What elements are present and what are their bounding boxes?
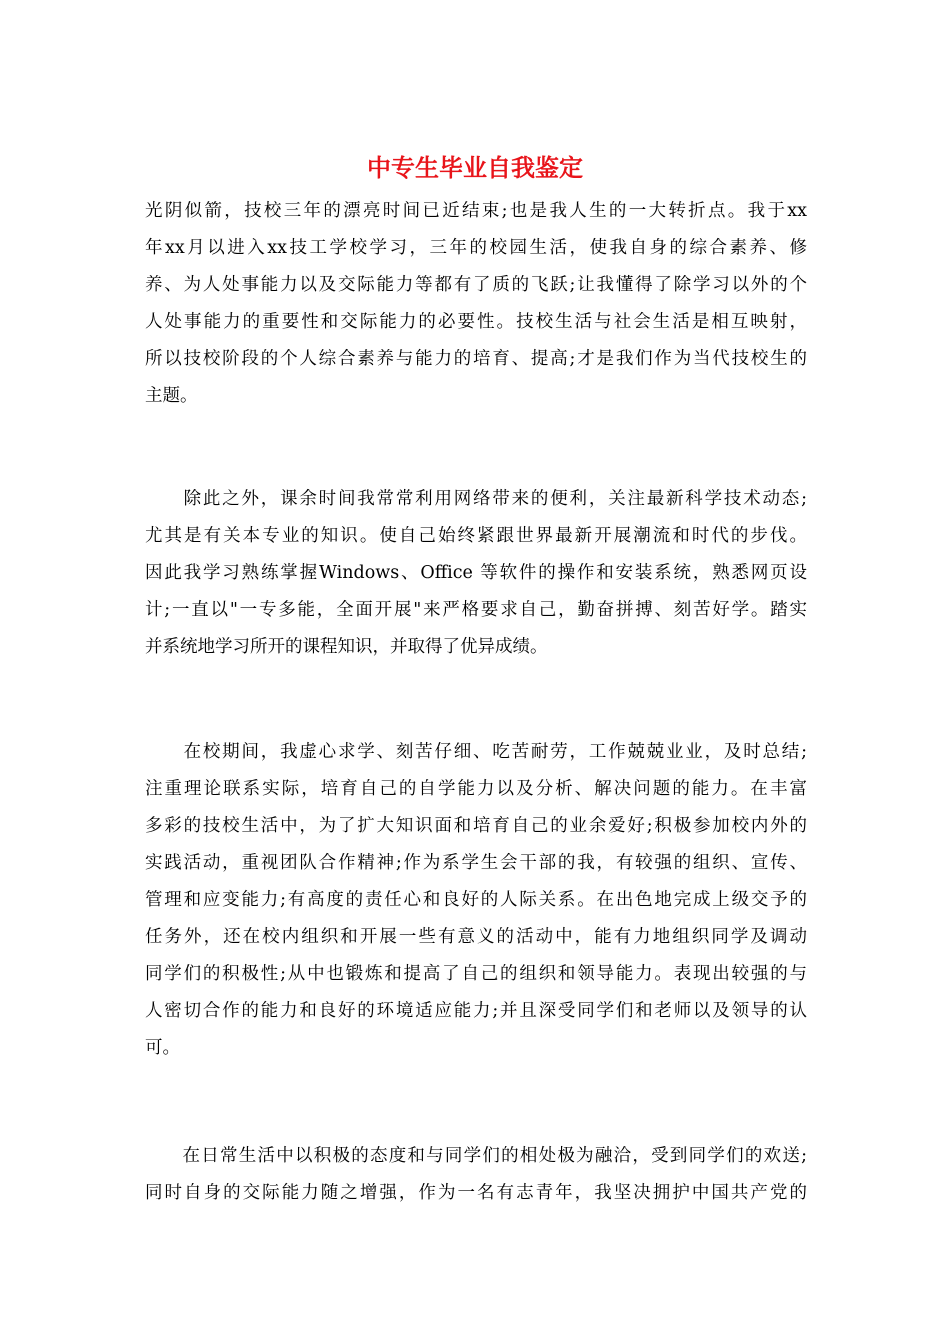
paragraph-line: 年xx月以进入xx技工学校学习，三年的校园生活，使我自身的综合素养、修 [145, 238, 807, 258]
paragraph-line: 注重理论联系实际，培育自己的自学能力以及分析、解决问题的能力。在丰富 [145, 779, 807, 799]
paragraph-line: 实践活动，重视团队合作精神;作为系学生会干部的我，有较强的组织、宣传、 [145, 853, 807, 873]
paragraph-line: 可。 [145, 1038, 180, 1058]
paragraph-line: 并系统地学习所开的课程知识，并取得了优异成绩。 [145, 637, 548, 657]
paragraph-line: 尤其是有关本专业的知识。使自己始终紧跟世界最新开展潮流和时代的步伐。 [145, 526, 807, 546]
paragraph-line: 管理和应变能力;有高度的责任心和良好的人际关系。在出色地完成上级交予的 [145, 890, 807, 910]
paragraph-line: 因此我学习熟练掌握Windows、Office 等软件的操作和安装系统，熟悉网页设 [145, 563, 807, 583]
paragraph-line: 人处事能力的重要性和交际能力的必要性。技校生活与社会生活是相互映射， [145, 312, 807, 332]
paragraph-line: 主题。 [145, 386, 198, 406]
paragraph-line: 养、为人处事能力以及交际能力等都有了质的飞跃;让我懂得了除学习以外的个 [145, 275, 807, 295]
paragraph-line: 在校期间，我虚心求学、刻苦仔细、吃苦耐劳，工作兢兢业业，及时总结; [145, 742, 807, 762]
paragraph-line: 同时自身的交际能力随之增强，作为一名有志青年，我坚决拥护中国共产党的 [145, 1183, 807, 1203]
paragraph-line: 任务外，还在校内组织和开展一些有意义的活动中，能有力地组织同学及调动 [145, 927, 807, 947]
paragraph-3 [145, 734, 807, 1067]
paragraph-2 [145, 481, 807, 666]
paragraph-line: 所以技校阶段的个人综合素养与能力的培育、提高;才是我们作为当代技校生的 [145, 349, 807, 369]
paragraph-line: 多彩的技校生活中，为了扩大知识面和培育自己的业余爱好;积极参加校内外的 [145, 816, 807, 836]
paragraph-line: 在日常生活中以积极的态度和与同学们的相处极为融洽，受到同学们的欢送; [145, 1146, 807, 1166]
paragraph-line: 人密切合作的能力和良好的环境适应能力;并且深受同学们和老师以及领导的认 [145, 1001, 807, 1021]
paragraph-4 [145, 1138, 807, 1212]
paragraph-line: 除此之外，课余时间我常常利用网络带来的便利，关注最新科学技术动态; [145, 489, 807, 509]
paragraph-line: 同学们的积极性;从中也锻炼和提高了自己的组织和领导能力。表现出较强的与 [145, 964, 807, 984]
paragraph-line: 光阴似箭，技校三年的漂亮时间已近结束;也是我人生的一大转折点。我于xx [145, 201, 807, 221]
document-title: 中专生毕业自我鉴定 [367, 154, 583, 182]
paragraph-1 [145, 193, 807, 415]
paragraph-line: 计;一直以"一专多能，全面开展"来严格要求自己，勤奋拼搏、刻苦好学。踏实 [145, 600, 807, 620]
